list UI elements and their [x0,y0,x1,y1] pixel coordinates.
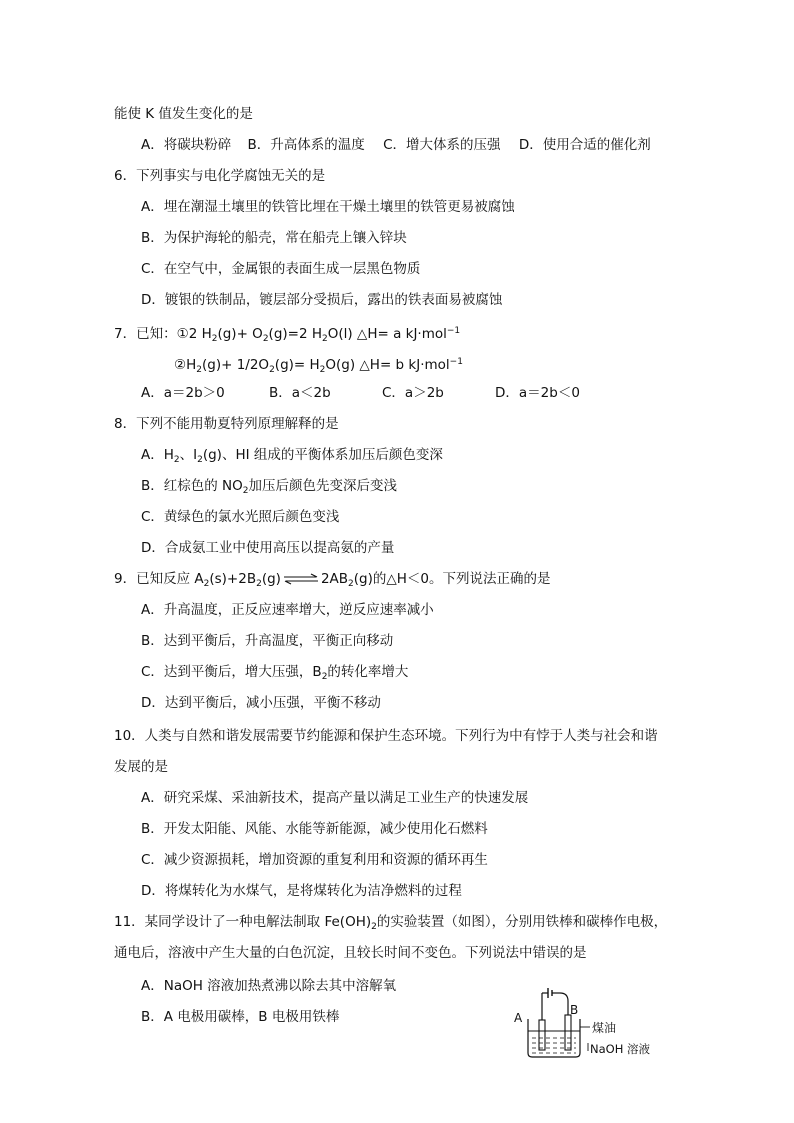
q10-option-d: D．将煤转化为水煤气，是将煤转化为洁净燃料的过程 [141,883,462,899]
q9-option-a: A．升高温度，正反应速率增大，逆反应速率减小 [141,602,434,618]
q5-options [141,136,651,154]
q5-option-b: B．升高体系的温度 [247,137,365,153]
q8-option-c: C．黄绿色的氯水光照后颜色变浅 [141,509,340,525]
q7-option-b: B．a＜2b [269,385,331,401]
q8-stem: 8．下列不能用勒夏特列原理解释的是 [114,416,339,432]
q7-option-a: A．a＝2b＞0 [141,385,225,401]
equilibrium-arrow-icon [282,573,320,585]
q8-option-a: A．$H_2$、$I_2(g)$、HI 组成的平衡体系加压后颜色变深 [141,447,443,465]
q10-stem-line1: 10．人类与自然和谐发展需要节约能源和保护生态环境。下列行为中有悖于人类与社会和谐 [114,728,658,744]
electrolysis-apparatus-diagram [508,985,658,1060]
q5-option-a: A．将碳块粉碎 [141,137,232,153]
q7-label: 7．已知： [114,326,177,342]
q10-option-b: B．开发太阳能、风能、水能等新能源，减少使用化石燃料 [141,821,488,837]
q7-option-c: C．a＞2b [382,385,444,401]
q9-option-d: D．达到平衡后，减小压强，平衡不移动 [141,695,381,711]
q11-stem-line1: 11．某同学设计了一种电解法制取 $Fe(OH)_2$的实验装置（如图），分别用铁棒和碳棒作电极， [114,914,668,932]
electrode-a-label: A [514,1011,523,1025]
q7-option-d: D．a＝2b＜0 [495,385,580,401]
q6-stem: 6．下列事实与电化学腐蚀无关的是 [114,168,326,184]
electrode-b-label: B [570,1003,579,1017]
q11-option-b: B．A 电极用碳棒，B 电极用铁棒 [141,1009,340,1025]
q8-option-b: B．红棕色的 $NO_2$加压后颜色先变深后变浅 [141,478,398,496]
naoh-solution-label: NaOH 溶液 [590,1042,651,1056]
q9-stem: 9．已知反应 $A_2(s)+2B_2(g)$ $2AB_2(g)$的△H＜0。下列说法正确的是 [114,571,551,589]
q10-stem-line2: 发展的是 [114,759,168,775]
q6-option-a: A．埋在潮湿土壤里的铁管比埋在干燥土壤里的铁管更易被腐蚀 [141,199,515,215]
q7-equation-2: $②H_2(g)+ 1/2O_2(g)= H_2O(g)$ △H= b kJ·mol$^{-1}$ [174,357,463,375]
q10-option-a: A．研究采煤、采油新技术，提高产量以满足工业生产的快速发展 [141,790,529,806]
q11-option-a: A．NaOH 溶液加热煮沸以除去其中溶解氧 [141,978,397,994]
kerosene-label: 煤油 [592,1021,617,1035]
q9-option-b: B．达到平衡后，升高温度，平衡正向移动 [141,633,394,649]
q5-option-c: C．增大体系的压强 [383,137,501,153]
q7-stem: 7．已知：①2 $H_2(g)+ O_2(g)=2$ $H_2O(l)$ △H= a kJ·mol$^{-1}$ [114,326,461,344]
q5-option-d: D．使用合适的催化剂 [518,137,651,153]
q6-option-b: B．为保护海轮的船壳，常在船壳上镶入锌块 [141,230,407,246]
q5-continuation: 能使 K 值发生变化的是 [114,106,253,122]
q6-option-d: D．镀银的铁制品，镀层部分受损后，露出的铁表面易被腐蚀 [141,292,503,308]
q10-option-c: C．减少资源损耗，增加资源的重复利用和资源的循环再生 [141,852,488,868]
q11-stem-line2: 通电后，溶液中产生大量的白色沉淀，且较长时间不变色。下列说法中错误的是 [114,945,587,961]
q6-option-c: C．在空气中，金属银的表面生成一层黑色物质 [141,261,421,277]
q9-option-c: C．达到平衡后，增大压强，$B_2$的转化率增大 [141,664,409,682]
q8-option-d: D．合成氨工业中使用高压以提高氨的产量 [141,540,395,556]
